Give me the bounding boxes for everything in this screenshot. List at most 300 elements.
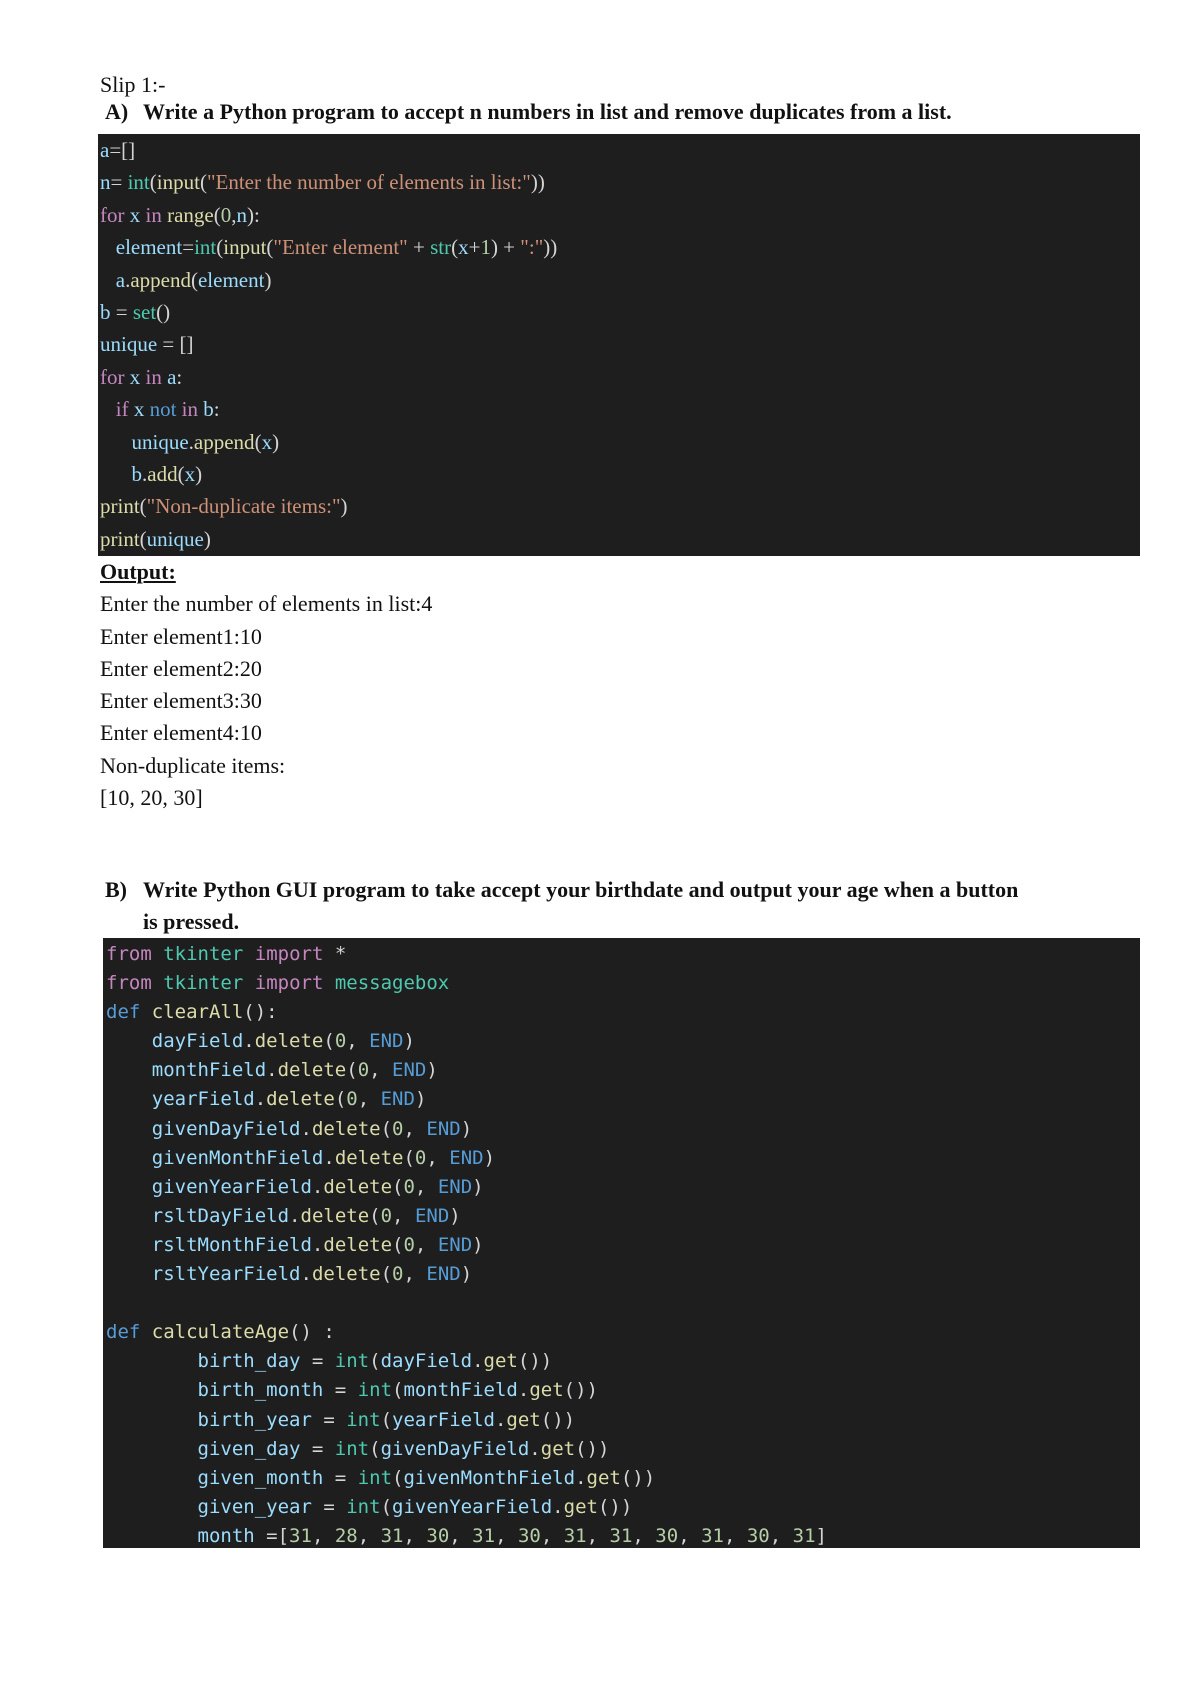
code-token: ( [403,1146,415,1169]
code-token: birth_year [197,1408,312,1431]
code-token: int [346,1495,381,1518]
code-token: END [426,1117,461,1140]
code-token: unique [100,332,158,357]
code-token: get [586,1466,621,1489]
code-token: ) [449,1204,461,1227]
code-token: str [430,235,452,260]
code-token: . [300,1263,312,1286]
code-token: , [403,1117,427,1140]
code-token: ( [392,1466,404,1489]
code-token: . [300,1117,312,1140]
code-token: x [129,364,141,389]
code-b-line [103,1289,1140,1318]
code-token: if [115,397,129,422]
code-token [106,1030,152,1052]
code-token: , [392,1204,415,1227]
code-token: int [334,1350,370,1373]
code-token: import [254,943,324,965]
code-token: range [167,202,214,227]
code-token: for [100,202,125,227]
code-token: b [131,461,142,486]
code-b-line [103,998,1140,1027]
code-token: . [552,1495,564,1518]
code-token: a [115,267,126,292]
code-token: = [182,235,195,260]
code-token: = [110,170,128,195]
code-token: END [437,1233,473,1256]
code-token [106,1525,198,1547]
code-token [106,1467,198,1489]
code-token: not [149,397,177,422]
code-token: delete [254,1030,324,1053]
code-a-line [98,361,1140,393]
code-token: . [188,429,194,454]
code-token [106,1059,152,1081]
code-token: x [458,235,469,260]
code-token: ) [340,494,348,519]
code-token: 0 [380,1204,393,1227]
code-token: ( [380,1263,393,1286]
code-token [100,430,132,454]
code-b-line [103,1435,1140,1464]
code-token [106,1234,152,1256]
code-token: element [197,267,265,292]
code-token: 1 [480,235,491,260]
question-b [105,874,1018,938]
code-token: ( [190,267,198,292]
code-token: ( [139,526,147,551]
code-token: def [106,1001,141,1024]
code-token: monthField [403,1379,518,1402]
code-token: "Enter element" [273,235,408,260]
code-token: for [100,364,125,389]
code-token: givenMonthField [151,1146,324,1169]
code-token: ()) [575,1437,610,1460]
code-token: ( [380,1408,393,1431]
code-b-line [103,940,1140,969]
code-token: clearAll [151,1001,244,1024]
code-token: . [125,267,131,292]
code-token: ) [195,461,203,486]
code-token: , [586,1524,610,1547]
code-token: set [132,299,157,324]
code-token: , [357,1088,381,1111]
code-b-line [103,1202,1140,1231]
code-token: ( [149,170,157,195]
code-token: * [323,943,347,965]
code-token: . [575,1466,587,1489]
code-token: 31 [289,1524,312,1547]
code-token: END [449,1146,484,1169]
code-token [140,1001,151,1023]
code-a-line [98,134,1140,166]
code-token: 28 [334,1524,358,1547]
code-b-line [103,1085,1140,1114]
code-token: print [100,526,140,551]
code-token: yearField [151,1088,255,1111]
code-token: ( [392,1175,404,1198]
code-token: , [414,1233,438,1256]
code-token [106,1409,198,1431]
code-token [152,972,163,994]
code-token: )) [530,170,545,195]
code-token: =[ [254,1524,290,1547]
question-b-text-line1: Write Python GUI program to take accept your birthdate and output your age when a button [143,877,1019,902]
code-token: ) [203,526,211,551]
code-token: , [495,1524,518,1547]
code-token: int [194,235,217,260]
code-a-line [98,393,1140,425]
code-token: a [100,138,110,162]
code-token: delete [334,1146,404,1169]
code-token: messagebox [334,972,450,995]
code-token: 30 [517,1524,541,1547]
code-token: , [369,1059,393,1082]
code-b-line [103,1493,1140,1522]
code-a-line [98,296,1140,328]
code-token [106,1350,198,1372]
code-a-line [98,458,1140,490]
code-token: ] [815,1524,827,1547]
code-token: = [323,1466,358,1489]
code-token: END [414,1204,450,1227]
code-token: , [403,1263,427,1286]
code-token: "Enter the number of elements in list:" [206,170,531,195]
code-token: ) [460,1263,473,1286]
code-token: 0 [392,1117,404,1140]
code-token: int [346,1408,381,1431]
code-token: (): [243,1001,278,1024]
code-token: . [142,461,148,486]
output-section-a [100,556,432,814]
code-token: int [357,1466,393,1489]
code-token: monthField [151,1059,267,1082]
code-token: input [156,170,200,195]
code-token: ( [334,1088,347,1111]
code-token: , [311,1524,335,1547]
code-token: END [437,1175,473,1198]
code-token: , [678,1524,702,1547]
code-token: givenMonthField [403,1466,576,1489]
code-token: rsltYearField [151,1263,301,1286]
question-b-text-line2: is pressed. [143,909,240,934]
code-block-a [98,134,1140,556]
code-token: , [403,1524,427,1547]
code-token: ) [264,267,272,292]
code-token [106,1438,198,1460]
code-token: 31 [380,1524,404,1547]
code-token [100,235,116,259]
code-token: birth_day [197,1350,301,1373]
code-token: , [540,1524,564,1547]
code-token: () : [289,1321,335,1344]
code-token: )) [543,235,558,260]
code-token: append [130,267,191,292]
code-token: ( [266,235,274,260]
output-line: Non-duplicate items: [100,752,286,778]
code-token: in [145,202,162,227]
code-token: , [231,202,237,227]
code-token: x [129,202,141,227]
code-b-line [103,1231,1140,1260]
code-token: . [266,1059,278,1082]
code-token: ) + [490,235,521,260]
code-token [106,1379,198,1401]
code-token: get [506,1408,541,1431]
code-token: ()) [597,1495,633,1518]
code-token [140,1321,151,1343]
code-token: : [176,364,183,389]
code-token: 31 [472,1524,496,1547]
code-token: . [529,1437,541,1460]
code-token: () [156,299,171,324]
code-token: rsltMonthField [151,1233,312,1256]
code-token: int [127,170,150,195]
code-token: unique [146,526,204,551]
code-a-line [98,426,1140,458]
code-b-line [103,1144,1140,1173]
code-token: . [243,1030,255,1053]
code-token: delete [300,1204,370,1227]
code-token: END [369,1030,404,1053]
code-token: 30 [746,1524,770,1547]
code-token: givenYearField [151,1175,312,1198]
code-token: , [632,1524,656,1547]
code-token: , [346,1030,370,1053]
code-token: = [311,1408,347,1431]
code-token: + [407,235,431,260]
code-b-line [103,1027,1140,1056]
code-token: tkinter [163,943,244,965]
code-token: dayField [151,1030,244,1053]
code-a-line [98,166,1140,198]
code-b-line [103,1464,1140,1493]
code-b-line [103,1056,1140,1085]
code-token: , [357,1524,381,1547]
code-a-line [98,523,1140,555]
code-token: delete [266,1088,335,1111]
code-token: ) [472,1175,484,1198]
code-token: ( [369,1437,381,1460]
code-token: , [723,1524,747,1547]
code-token: ): [246,202,260,227]
code-token: , [449,1524,473,1547]
code-token: . [254,1088,267,1111]
output-line: Enter element2:20 [100,655,262,681]
code-token: = [300,1437,335,1460]
code-token [100,268,116,292]
code-token: 0 [414,1146,427,1169]
code-token: ()) [620,1466,656,1489]
code-b-line [103,1347,1140,1376]
code-token: ()) [517,1350,553,1373]
code-token: print [100,494,140,519]
code-token: 0 [403,1175,415,1198]
code-token: . [311,1233,324,1256]
code-token: in [145,364,162,389]
question-a-label: A) [105,99,129,124]
code-token: given_month [197,1466,324,1489]
output-line: [10, 20, 30] [100,785,203,811]
code-token: delete [311,1263,381,1286]
code-token: from [106,943,152,965]
code-token: ( [199,170,207,195]
slip-title: Slip 1:- [100,72,166,97]
code-token: append [193,429,255,454]
code-token [243,943,254,965]
code-token: 30 [655,1524,679,1547]
code-token: unique [131,429,189,454]
output-line: Enter element3:30 [100,688,262,714]
code-token: givenYearField [392,1495,553,1518]
code-token: delete [323,1233,393,1256]
code-token: ( [177,461,185,486]
code-a-line [98,199,1140,231]
code-token: ( [213,202,221,227]
code-token: get [540,1437,576,1460]
code-token: = [110,299,133,324]
code-token [106,1176,152,1198]
code-token: from [106,972,152,995]
code-token: givenDayField [151,1117,301,1140]
code-token: ) [472,1233,484,1256]
code-token [106,1147,152,1169]
code-token: delete [323,1175,393,1198]
code-token: 31 [792,1524,816,1547]
code-token: ) [403,1030,415,1053]
code-token: x [184,461,196,486]
code-token: ( [392,1233,404,1256]
code-token: ( [380,1117,393,1140]
output-heading: Output: [100,559,176,584]
code-token: a [167,364,177,389]
code-token: . [289,1204,301,1227]
code-token: . [517,1379,530,1402]
code-token: 30 [426,1524,450,1547]
code-token: ()) [540,1408,576,1431]
code-token: , [769,1524,793,1547]
code-token: calculateAge [151,1321,290,1344]
code-token: + [468,235,481,260]
code-a-line [98,231,1140,263]
code-b-line [103,1406,1140,1435]
code-a-line [98,264,1140,296]
code-token: 0 [403,1233,415,1256]
code-token: delete [311,1117,381,1140]
code-token: ( [254,429,262,454]
code-a-line [98,490,1140,522]
code-token: get [483,1350,518,1373]
code-token: , [414,1175,438,1198]
code-token: ) [483,1146,496,1169]
code-token: x [133,397,145,422]
code-token: input [223,235,267,260]
code-token: = [311,1495,347,1518]
code-token: b [203,397,214,422]
code-token: in [181,397,199,422]
code-token: 0 [392,1263,404,1286]
code-token: birth_month [197,1379,324,1402]
code-token: . [323,1146,335,1169]
code-token: get [529,1379,564,1402]
code-token: END [380,1088,415,1111]
code-token: get [563,1495,598,1518]
code-token: ) [414,1088,427,1111]
code-token: . [494,1408,507,1431]
code-token: import [254,972,324,995]
code-token: delete [277,1059,347,1082]
code-token: ":" [520,235,544,260]
code-token: 31 [609,1524,633,1547]
code-token: given_year [197,1495,312,1518]
code-token: . [472,1350,484,1373]
code-token: ) [460,1117,473,1140]
code-token: ) [426,1059,438,1082]
code-token: rsltDayField [151,1204,290,1227]
code-token: month [197,1524,255,1547]
code-token: ( [451,235,459,260]
code-token: ( [346,1059,358,1082]
code-token: dayField [380,1350,473,1373]
code-token: ()) [563,1379,598,1402]
output-line: Enter element4:10 [100,720,262,746]
code-token: int [357,1379,393,1402]
code-b-line [103,1260,1140,1289]
code-token [106,1118,152,1140]
code-token: ) [272,429,280,454]
code-token: yearField [392,1408,495,1431]
code-b-line [103,1115,1140,1144]
code-token: , [426,1146,450,1169]
code-token: "Non-duplicate items:" [146,494,341,519]
code-token: givenDayField [380,1437,530,1460]
output-lines [100,588,432,814]
code-token [323,972,334,994]
code-token: element [115,235,183,260]
code-block-b [103,938,1140,1548]
code-token [152,943,163,965]
code-token [106,1205,152,1227]
code-b-line [103,1173,1140,1202]
output-line: Enter element1:10 [100,623,262,649]
code-token: int [334,1437,370,1460]
code-token [106,1496,198,1518]
code-token: = [] [157,332,194,357]
code-token [106,1088,152,1110]
code-token: 31 [701,1524,724,1547]
code-token: n [236,202,247,227]
code-b-line [103,969,1140,998]
code-token: END [392,1059,427,1082]
code-token: x [261,429,273,454]
code-token: ( [216,235,224,260]
code-token: ( [392,1379,404,1402]
code-token: 0 [357,1059,370,1082]
code-token: 0 [346,1088,358,1111]
code-token: b [100,299,111,324]
code-token: 31 [563,1524,587,1547]
code-token: =[] [109,138,136,162]
code-token [106,1263,152,1285]
output-line: Enter the number of elements in list:4 [100,591,433,617]
code-token: ( [369,1204,381,1227]
code-token: = [323,1379,358,1402]
code-token: = [300,1350,335,1373]
code-token: n [100,170,111,195]
code-token [243,972,254,994]
code-token [100,397,116,421]
question-b-label: B) [105,877,127,902]
